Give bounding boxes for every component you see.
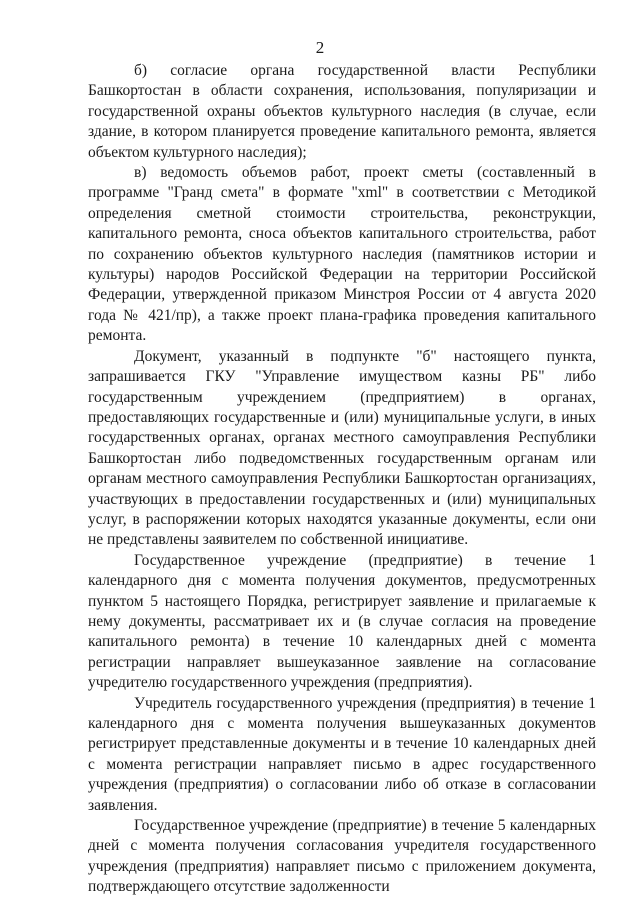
document-body (88, 61, 596, 898)
paragraph-item-b: б) согласие органа государственной власти Республики Башкортостан в области сохранения, использования, популяризации и государственной охраны объектов культурного наследия (в случае, если здание, в котором планируется проведение капитального ремонта, является объектом культурного наследия); (88, 62, 596, 161)
paragraph-item-v: в) ведомость объемов работ, проект сметы (составленный в программе "Гранд смета" в формате "xml" в соответствии с Методикой определения сметной стоимости строительства, реконструкции, капитального ремонта, сноса объектов капитального строительства, работ по сохранению объектов культурного наследия (памятников истории и культуры) народов Российской Федерации на территории Российской Федерации, утвержденной приказом Минстроя России от 4 августа 2020 года № 421/пр), а также проект плана-графика проведения капитального ремонта. (88, 164, 596, 345)
paragraph-founder-registration: Учредитель государственного учреждения (предприятия) в течение 1 календарного дня с момента получения вышеуказанных документов регистрирует представленные документы и в течение 10 календарных дней с момента регистрации направляет письмо в адрес государственного учреждения (предприятия) о согласовании либо об отказе в согласовании заявления. (88, 694, 596, 814)
paragraph-institution-letter: Государственное учреждение (предприятие) в течение 5 календарных дней с момента получения согласования учредителя государственного учреждения (предприятия) направляет письмо с приложением документа, подтверждающего отсутствие задолженности (88, 817, 596, 896)
page-number: 2 (315, 38, 325, 57)
paragraph-institution-registration: Государственное учреждение (предприятие) в течение 1 календарного дня с момента получения документов, предусмотренных пунктом 5 настоящего Порядка, регистрирует заявление и прилагаемые к нему документы, рассматривает их и (в случае согласия на проведение капитального ремонта) в течение 10 календарных дней с момента регистрации направляет вышеуказанное заявление на согласование учредителю государственного учреждения (предприятия). (88, 551, 596, 692)
paragraph-document-request: Документ, указанный в подпункте "б" настоящего пункта, запрашивается ГКУ "Управление имуществом казны РБ" либо государственным учреждением (предприятием) в органах, предоставляющих государственные и (или) муниципальные услуги, в иных государственных органах, органах местного самоуправления Республики Башкортостан либо подведомственных государственным органам или органам местного самоуправления Республики Башкортостан организациях, участвующих в предоставлении государственных и (или) муниципальных услуг, в распоряжении которых находятся указанные документы, если они не представлены заявителем по собственной инициативе. (88, 347, 596, 549)
